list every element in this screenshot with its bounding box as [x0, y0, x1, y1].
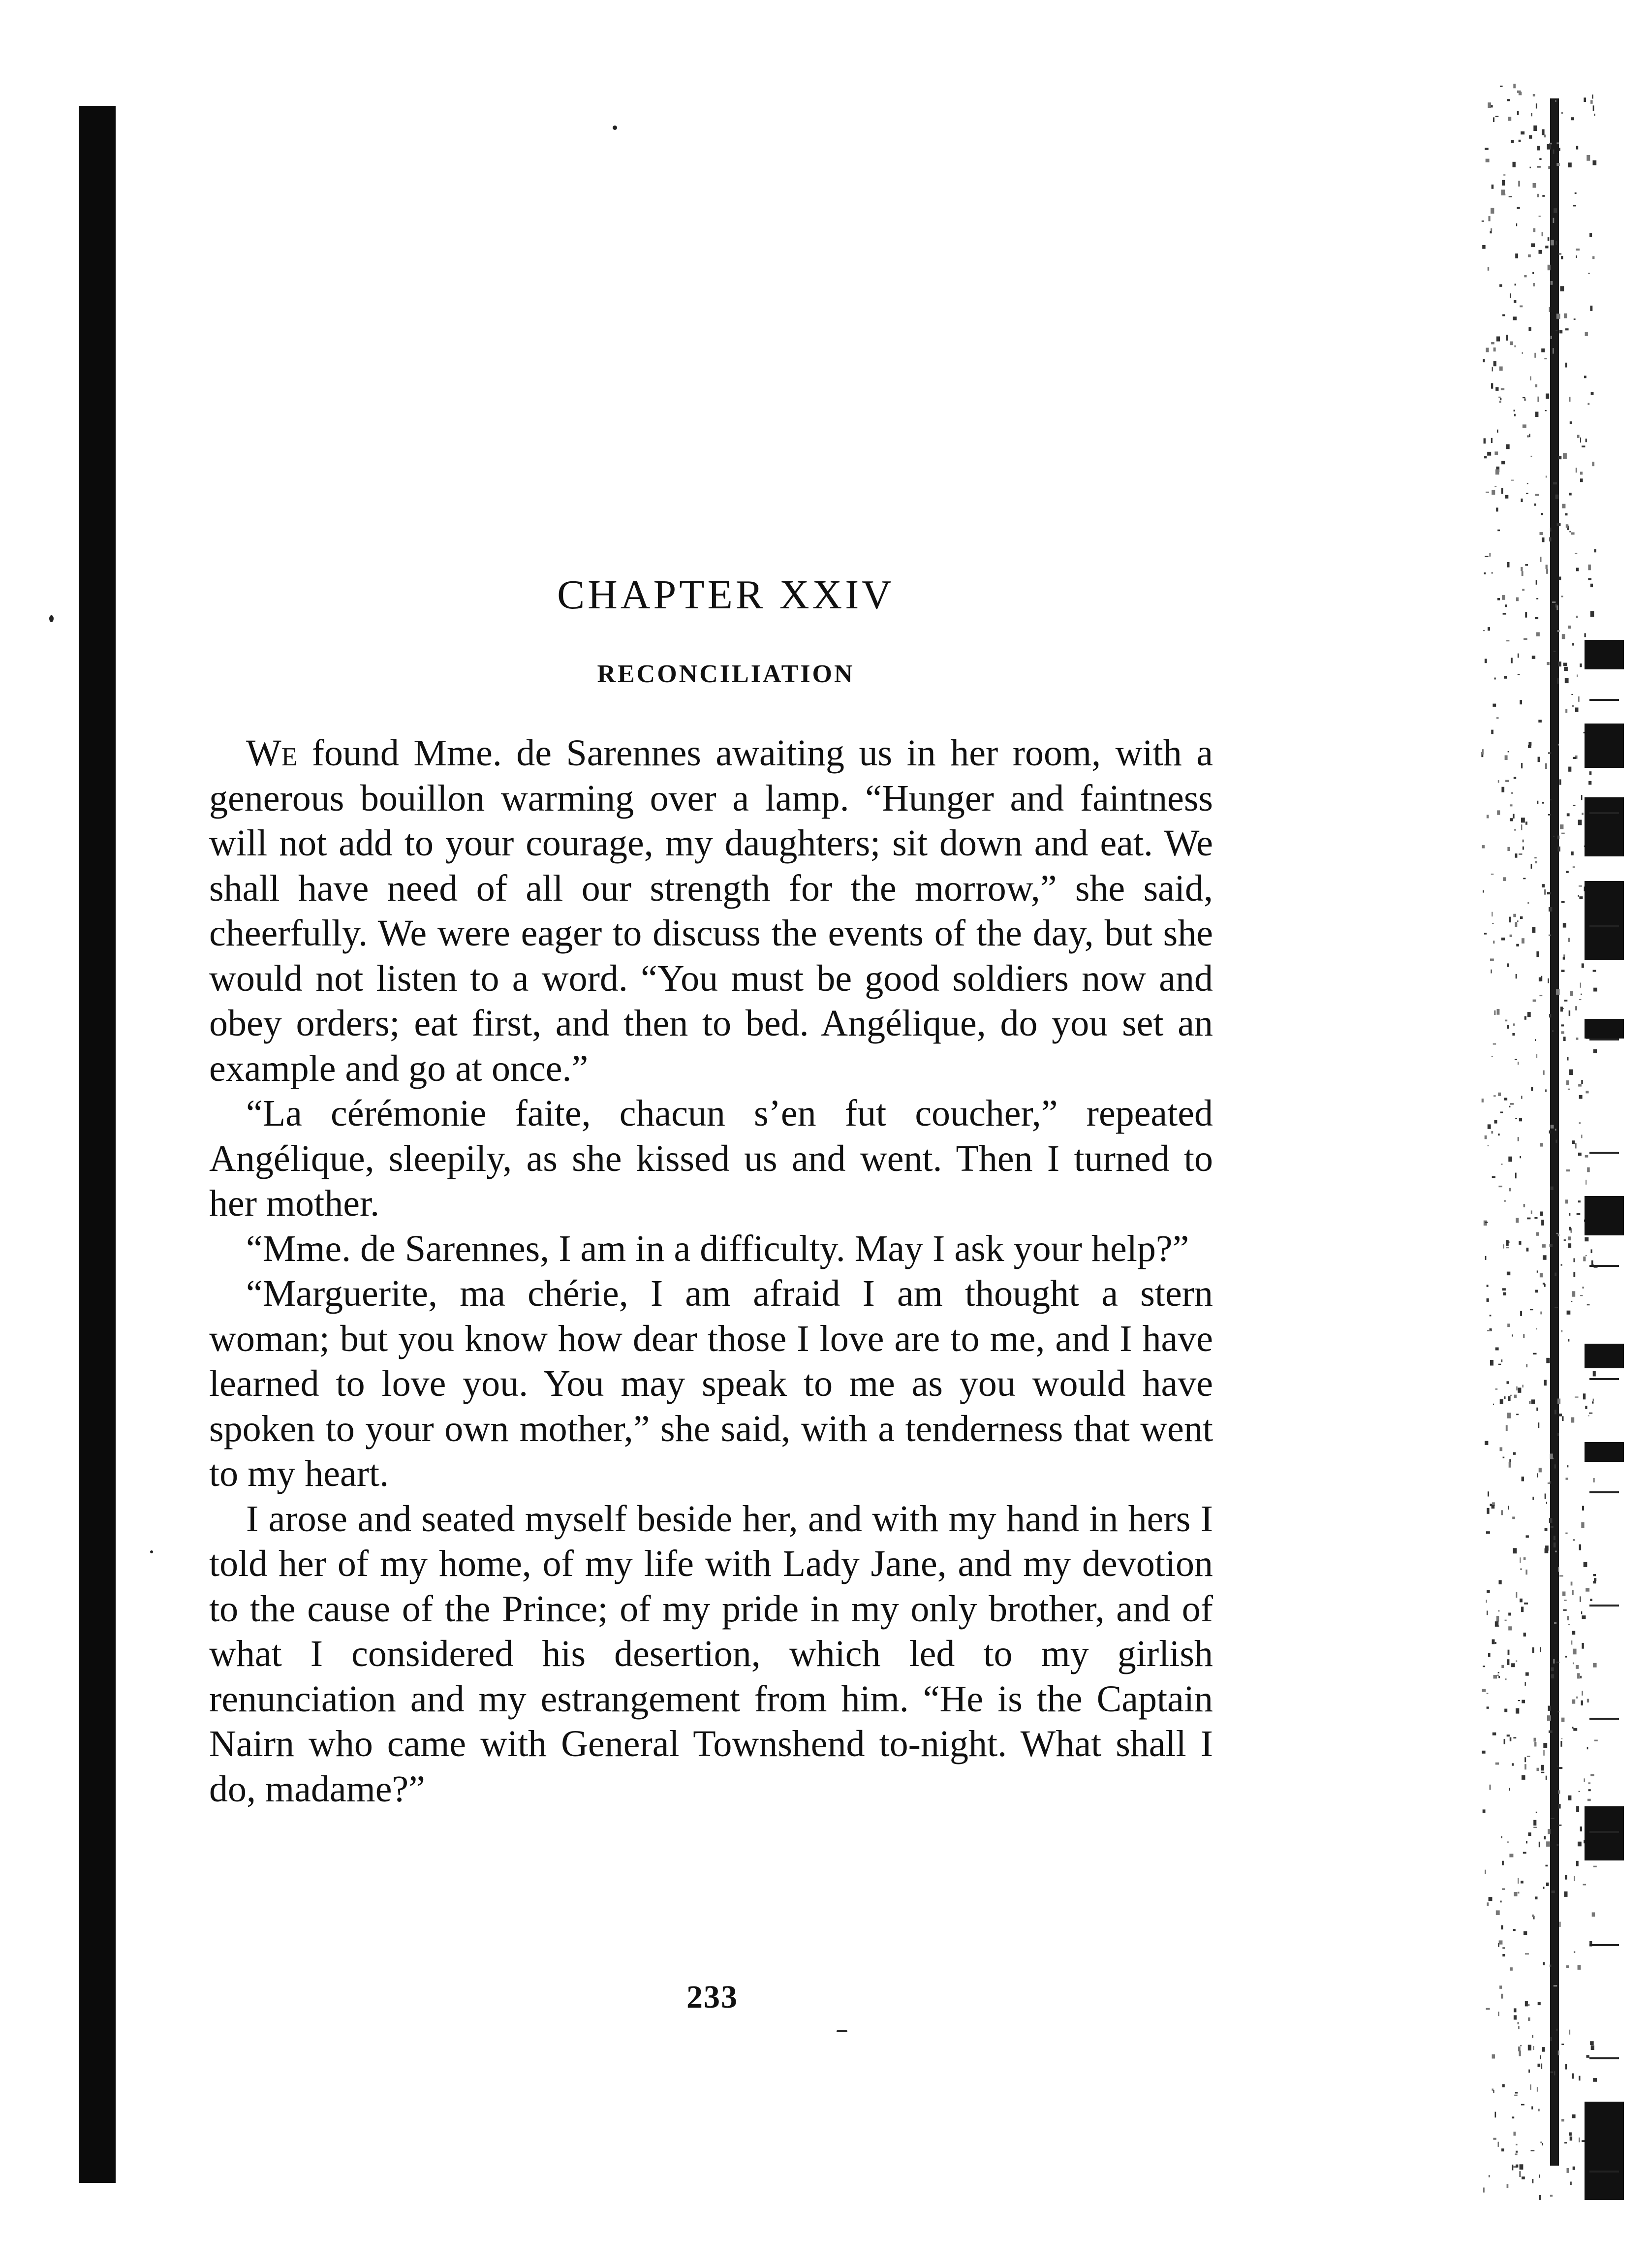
- dropcap-word: We: [246, 732, 298, 774]
- scan-speck: [49, 615, 54, 622]
- paragraph-5: I arose and seated myself beside her, and with my hand in hers I told her of my home, of my life with Lady Jane, and my devotion to the cause of the Prince; of my pride in my only brother, and of what I considered his desertion, which led to my girlish renunciation and my estrangement from him. “He is the Captain Nairn who came with General Townshend to-night. What shall I do, madame?”: [209, 1498, 1213, 1810]
- chapter-title: CHAPTER XXIV: [557, 572, 895, 618]
- chapter-subtitle: RECONCILIATION: [597, 660, 855, 688]
- paragraph-text: found Mme. de Sarennes awaiting us in her room, with a generous bouillon warming over a lamp. “Hunger and faintness will not add to your courage, my daughters; sit down and eat. We shall have need of all our strength for the morrow,” she said, cheerfully. We were eager to discuss the events of the day, but she would not listen to a word. “You must be good soldiers now and obey orders; eat first, and then to bed. Angélique, do you set an example and go at once.”: [209, 732, 1213, 1089]
- paragraph-4: “Marguerite, ma chérie, I am afraid I am thought a stern woman; but you know how dear those I love are to me, and I have learned to love you. You may speak to me as you would have spoken to your own mother,” she said, with a tenderness that went to my heart.: [209, 1273, 1213, 1494]
- paragraph-1: [209, 731, 1213, 1091]
- page-number: 233: [686, 1979, 738, 2015]
- paragraph-3: “Mme. de Sarennes, I am in a difficulty. May I ask your help?”: [246, 1228, 1189, 1269]
- scanned-page-edge: [1471, 84, 1639, 2215]
- chapter-body: [209, 731, 1213, 1812]
- scan-speck: [837, 2030, 847, 2032]
- scan-speck: [150, 1550, 153, 1553]
- scan-speck: [613, 126, 617, 130]
- binding-shadow: [79, 106, 116, 2183]
- paragraph-2: “La cérémonie faite, chacun s’en fut coucher,” repeated Angélique, sleepily, as she kissed us and went. Then I turned to her mother.: [209, 1093, 1213, 1224]
